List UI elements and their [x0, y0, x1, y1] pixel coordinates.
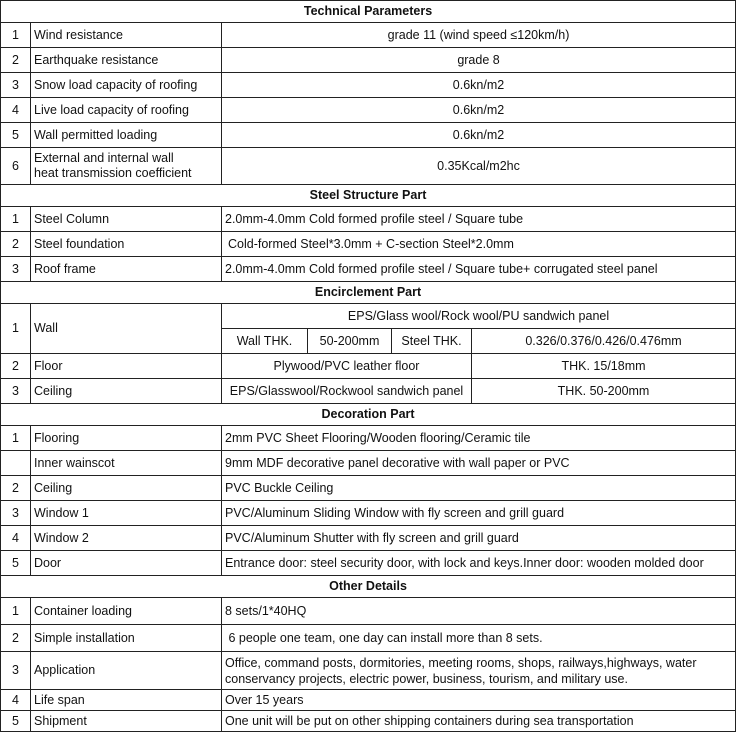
- row-value: PVC Buckle Ceiling: [222, 476, 736, 501]
- row-label: Flooring: [31, 426, 222, 451]
- table-row: [1, 526, 736, 551]
- table-row: [1, 73, 736, 98]
- section-other-details: Other Details: [1, 576, 736, 598]
- row-label: Application: [31, 652, 222, 690]
- row-value: Cold-formed Steel*3.0mm + C-section Steel*2.0mm: [222, 232, 736, 257]
- row-number: 3: [1, 652, 31, 690]
- row-number: 1: [1, 304, 31, 354]
- ceiling-material: EPS/Glasswool/Rockwool sandwich panel: [222, 379, 472, 404]
- row-value: 0.6kn/m2: [222, 73, 736, 98]
- row-value: One unit will be put on other shipping containers during sea transportation: [222, 711, 736, 732]
- table-row: [1, 232, 736, 257]
- table-row: [1, 257, 736, 282]
- row-label: Steel foundation: [31, 232, 222, 257]
- row-label: Earthquake resistance: [31, 48, 222, 73]
- row-number: 4: [1, 98, 31, 123]
- row-label: Steel Column: [31, 207, 222, 232]
- row-value: Over 15 years: [222, 690, 736, 711]
- row-value: grade 8: [222, 48, 736, 73]
- row-value: 0.6kn/m2: [222, 98, 736, 123]
- row-number: 6: [1, 148, 31, 185]
- section-header-row: [1, 1, 736, 23]
- row-value: 0.35Kcal/m2hc: [222, 148, 736, 185]
- row-value: 9mm MDF decorative panel decorative with wall paper or PVC: [222, 451, 736, 476]
- row-label: Life span: [31, 690, 222, 711]
- row-number: 5: [1, 551, 31, 576]
- wall-thk-value: 50-200mm: [308, 329, 392, 354]
- section-steel-structure: Steel Structure Part: [1, 185, 736, 207]
- floor-material: Plywood/PVC leather floor: [222, 354, 472, 379]
- steel-thk-label: Steel THK.: [392, 329, 472, 354]
- section-header-row: [1, 404, 736, 426]
- wall-thk-label: Wall THK.: [222, 329, 308, 354]
- row-value: 0.6kn/m2: [222, 123, 736, 148]
- table-row: [1, 711, 736, 732]
- row-value: PVC/Aluminum Sliding Window with fly screen and grill guard: [222, 501, 736, 526]
- row-number: 3: [1, 73, 31, 98]
- row-label: Wall: [31, 304, 222, 354]
- row-value: PVC/Aluminum Shutter with fly screen and grill guard: [222, 526, 736, 551]
- row-label-line: External and internal wall: [34, 151, 174, 165]
- table-row: [1, 98, 736, 123]
- row-label: Ceiling: [31, 379, 222, 404]
- row-number: 5: [1, 123, 31, 148]
- row-number: 1: [1, 207, 31, 232]
- row-number: 2: [1, 476, 31, 501]
- table-row: [1, 426, 736, 451]
- section-header-row: [1, 282, 736, 304]
- row-value: 6 people one team, one day can install more than 8 sets.: [222, 625, 736, 652]
- section-technical-parameters: Technical Parameters: [1, 1, 736, 23]
- row-number: 2: [1, 232, 31, 257]
- table-row: [1, 207, 736, 232]
- row-number: 5: [1, 711, 31, 732]
- row-label-line: heat transmission coefficient: [34, 166, 192, 180]
- row-label: Roof frame: [31, 257, 222, 282]
- row-label: Window 2: [31, 526, 222, 551]
- table-row: [1, 304, 736, 329]
- row-label: Window 1: [31, 501, 222, 526]
- table-row: [1, 354, 736, 379]
- table-row: [1, 690, 736, 711]
- row-value: 2mm PVC Sheet Flooring/Wooden flooring/Ceramic tile: [222, 426, 736, 451]
- row-value: Entrance door: steel security door, with lock and keys.Inner door: wooden molded door: [222, 551, 736, 576]
- row-number: 3: [1, 501, 31, 526]
- row-label: Simple installation: [31, 625, 222, 652]
- table-row: [1, 48, 736, 73]
- row-value: 2.0mm-4.0mm Cold formed profile steel / Square tube: [222, 207, 736, 232]
- section-decoration: Decoration Part: [1, 404, 736, 426]
- ceiling-thickness: THK. 50-200mm: [472, 379, 736, 404]
- table-row: [1, 123, 736, 148]
- row-value: 2.0mm-4.0mm Cold formed profile steel / Square tube+ corrugated steel panel: [222, 257, 736, 282]
- row-label: Inner wainscot: [31, 451, 222, 476]
- row-label: Wall permitted loading: [31, 123, 222, 148]
- section-encirclement: Encirclement Part: [1, 282, 736, 304]
- wall-material: EPS/Glass wool/Rock wool/PU sandwich panel: [222, 304, 736, 329]
- row-value: grade 11 (wind speed ≤120km/h): [222, 23, 736, 48]
- row-label: Live load capacity of roofing: [31, 98, 222, 123]
- row-label: Container loading: [31, 598, 222, 625]
- section-header-row: [1, 185, 736, 207]
- section-header-row: [1, 576, 736, 598]
- row-value: 8 sets/1*40HQ: [222, 598, 736, 625]
- row-label: Door: [31, 551, 222, 576]
- table-row: [1, 652, 736, 690]
- table-row: [1, 476, 736, 501]
- row-number: 3: [1, 379, 31, 404]
- floor-thickness: THK. 15/18mm: [472, 354, 736, 379]
- row-value: Office, command posts, dormitories, meeting rooms, shops, railways,highways, water conservancy projects, electric power, business, tourism, and military use.: [222, 652, 736, 690]
- row-number: 1: [1, 23, 31, 48]
- row-number: 2: [1, 354, 31, 379]
- row-number: 3: [1, 257, 31, 282]
- row-label: Snow load capacity of roofing: [31, 73, 222, 98]
- table-row: [1, 551, 736, 576]
- row-number: 4: [1, 690, 31, 711]
- table-row: [1, 23, 736, 48]
- table-row: [1, 598, 736, 625]
- table-row: [1, 501, 736, 526]
- row-number: 2: [1, 48, 31, 73]
- steel-thk-value: 0.326/0.376/0.426/0.476mm: [472, 329, 736, 354]
- row-number: 1: [1, 598, 31, 625]
- table-row: [1, 451, 736, 476]
- row-label: Floor: [31, 354, 222, 379]
- row-label: [31, 148, 222, 185]
- row-number: 4: [1, 526, 31, 551]
- row-label: Ceiling: [31, 476, 222, 501]
- table-row: [1, 379, 736, 404]
- table-row: [1, 625, 736, 652]
- row-number: 2: [1, 625, 31, 652]
- row-label: Wind resistance: [31, 23, 222, 48]
- row-number: [1, 451, 31, 476]
- row-number: 1: [1, 426, 31, 451]
- table-row: [1, 148, 736, 185]
- row-label: Shipment: [31, 711, 222, 732]
